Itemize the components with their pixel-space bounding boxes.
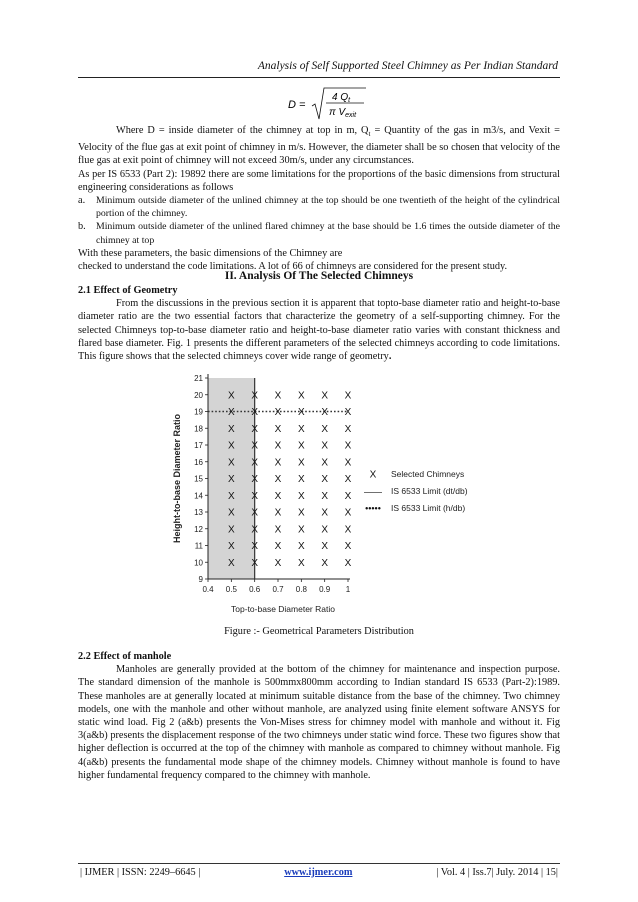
data-point: X xyxy=(344,390,352,402)
data-point: X xyxy=(297,541,305,552)
x-tick-label: 0.7 xyxy=(272,585,284,594)
data-point: X xyxy=(344,474,352,485)
data-point: X xyxy=(274,524,282,536)
data-point: X xyxy=(251,423,259,435)
data-point: X xyxy=(227,524,235,536)
header-rule xyxy=(78,77,560,78)
data-point: X xyxy=(274,457,282,469)
formula-lhs: D = xyxy=(288,99,306,111)
section-title: II. Analysis Of The Selected Chimneys xyxy=(224,270,414,282)
manhole-paragraph: Manholes are generally provided at the bottom of the chimney for maintenance and inspection purpose. The standard dimension of the manhole is 500mmx800mm according to Indian standard IS 6533 (Part-2):1989. These manholes are at generally located at minimum suitable distance from the base of the chimney. Two chimney models, one with the manhole and other without manhole, are analyzed using finite element software ANSYS for static wind load. Fig 2 (a&b) presents the Von-Mises stress for chimney model with manhole and without it. Fig 3(a&b) presents the displacement response of the two chimneys under static wind force. These two figures show that higher deflection is occurred at the top of the chimney with manhole as compared to chimney without manhole. Fig 4(a&b) presents the fundamental mode shape of the chimney models. Chimney without manhole is found to have higher fundamental frequency compared to the chimney with manhole. xyxy=(78,664,560,781)
data-point: X xyxy=(251,490,259,502)
data-point: X xyxy=(251,407,259,418)
data-point: X xyxy=(274,490,282,502)
y-tick-label: 17 xyxy=(194,441,203,450)
data-point: X xyxy=(297,407,305,418)
data-point: X xyxy=(297,440,305,452)
data-point: X xyxy=(321,474,329,485)
with-params-line: With these parameters, the basic dimensions of the Chimney are xyxy=(78,247,343,259)
footer xyxy=(80,867,558,878)
formula-svg xyxy=(288,86,368,122)
data-point: X xyxy=(321,407,329,418)
data-point: X xyxy=(344,423,352,435)
data-point: X xyxy=(321,440,329,452)
data-point: X xyxy=(321,524,329,536)
data-point: X xyxy=(251,474,259,485)
data-point: X xyxy=(321,507,329,519)
data-point: X xyxy=(344,541,352,552)
data-point: X xyxy=(274,423,282,435)
x-tick-label: 1 xyxy=(345,585,351,594)
data-point: X xyxy=(297,490,305,502)
data-point: X xyxy=(297,474,305,485)
list-item-b: b. Minimum outside diameter of the unlined flared chimney at the base should be 1.6 times the outside diameter of the chimney at top xyxy=(78,221,560,246)
data-point: X xyxy=(227,541,235,552)
data-point: X xyxy=(227,407,235,418)
data-point: X xyxy=(297,557,305,569)
footer-rule xyxy=(78,863,560,864)
data-point: X xyxy=(227,440,235,452)
footer-issue: | Vol. 4 | Iss.7| July. 2014 | 15| xyxy=(436,867,558,878)
data-point: X xyxy=(251,541,259,552)
data-point: X xyxy=(274,507,282,519)
x-tick-label: 0.5 xyxy=(225,585,237,594)
y-tick-label: 12 xyxy=(194,524,203,534)
legend-label: IS 6533 Limit (h/db) xyxy=(391,503,466,513)
data-point: X xyxy=(344,440,352,452)
x-axis-label: Top-to-base Diameter Ratio xyxy=(231,604,335,614)
data-point: X xyxy=(274,407,282,418)
diameter-formula xyxy=(288,86,368,125)
subsection-heading-2-1: 2.1 Effect of Geometry xyxy=(78,285,178,296)
data-point: X xyxy=(227,490,235,502)
data-point: X xyxy=(297,457,305,469)
data-point: X xyxy=(321,490,329,502)
y-tick-label: 9 xyxy=(198,575,203,584)
data-point: X xyxy=(274,390,282,402)
data-point: X xyxy=(227,557,235,569)
data-point: X xyxy=(297,423,305,435)
running-header: Analysis of Self Supported Steel Chimney as Per Indian Standard xyxy=(257,60,558,72)
y-tick-label: 10 xyxy=(194,558,203,568)
data-point: X xyxy=(274,541,282,552)
y-tick-label: 13 xyxy=(194,508,203,517)
legend-label: Selected Chimneys xyxy=(391,469,465,479)
intro-block xyxy=(78,124,560,273)
y-axis-label: Height-to-base Diameter Ratio xyxy=(172,413,182,544)
data-point: X xyxy=(274,557,282,569)
data-point: X xyxy=(344,407,352,418)
formula-numerator: 4 $Q_t$ xyxy=(332,92,351,104)
x-tick-label: 0.4 xyxy=(202,585,214,594)
data-point: X xyxy=(251,507,259,519)
data-point: X xyxy=(227,390,235,402)
as-per-paragraph: As per IS 6533 (Part 2): 19892 there are some limitations for the proportions of the basic dimensions from structural engineering considerations as follows xyxy=(78,168,560,193)
data-point: X xyxy=(227,457,235,469)
y-tick-label: 14 xyxy=(194,491,203,501)
data-point: X xyxy=(227,423,235,435)
data-point: X xyxy=(251,457,259,469)
data-point: X xyxy=(321,390,329,402)
data-point: X xyxy=(321,541,329,552)
geometry-paragraph: From the discussions in the previous section it is apparent that topto-base diameter ratio and height-to-base diameter ratio are the two essential factors that characterize the geometry of a self-supporting chimney. For the selected Chimneys top-to-base diameter ratio and height-to-base diameter ratio varies with constant thickness and flared base diameter. Fig. 1 presents the different parameters of the selected chimneys according to code limitations. This figure shows that the selected chimneys cover wide range of geometry. xyxy=(78,298,560,363)
legend-symbol: —— xyxy=(364,486,382,497)
data-point: X xyxy=(251,440,259,452)
data-point: X xyxy=(297,507,305,519)
data-point: X xyxy=(321,457,329,469)
y-tick-label: 16 xyxy=(194,457,203,467)
y-tick-label: 19 xyxy=(194,407,203,417)
footer-url-link[interactable]: www.ijmer.com xyxy=(284,867,353,878)
data-point: X xyxy=(321,423,329,435)
data-point: X xyxy=(344,524,352,536)
section-2-1 xyxy=(78,284,560,363)
data-point: X xyxy=(344,507,352,519)
data-point: X xyxy=(274,474,282,485)
legend-symbol: X xyxy=(369,469,377,481)
legend-label: IS 6533 Limit (dt/db) xyxy=(391,486,468,496)
subsection-heading-2-2: 2.2 Effect of manhole xyxy=(78,651,172,662)
where-paragraph: Where D = inside diameter of the chimney at top in m, $Q_t$ = Quantity of the gas in m3/s, and Vexit = Velocity of the flue gas at exit point of chimney in m/s. However, the diameter shall be so chosen that velocity of the flue gas at exit point of chimney will not exceed 30m/s, under any circumstances. xyxy=(78,125,560,167)
data-point: X xyxy=(344,490,352,502)
legend-symbol: ••••• xyxy=(365,503,381,514)
x-tick-label: 0.8 xyxy=(295,585,307,594)
data-point: X xyxy=(344,557,352,569)
data-point: X xyxy=(227,474,235,485)
geometry-chart xyxy=(170,362,530,624)
data-point: X xyxy=(251,524,259,536)
data-point: X xyxy=(297,524,305,536)
y-tick-label: 11 xyxy=(194,541,203,551)
x-tick-label: 0.9 xyxy=(319,585,331,594)
formula-denominator: π $V_{exit}$ xyxy=(329,107,357,119)
figure-caption: Figure :- Geometrical Parameters Distribution xyxy=(224,626,414,637)
data-point: X xyxy=(321,557,329,569)
section-2-2 xyxy=(78,650,560,782)
y-tick-label: 15 xyxy=(194,474,203,484)
data-point: X xyxy=(251,390,259,402)
data-point: X xyxy=(227,507,235,519)
y-tick-label: 20 xyxy=(194,390,203,400)
y-tick-label: 18 xyxy=(194,424,203,434)
y-tick-label: 21 xyxy=(194,374,203,383)
list-item-a: a. Minimum outside diameter of the unlined chimney at the top should be one twentieth of the height of the cylindrical portion of the chimney. xyxy=(78,195,560,220)
checked-line: checked to understand the code limitations. A lot of 66 of chimneys are considered for the present study. xyxy=(78,261,508,273)
data-point: X xyxy=(274,440,282,452)
x-tick-label: 0.6 xyxy=(249,585,261,594)
data-point: X xyxy=(251,557,259,569)
footer-journal: | IJMER | ISSN: 2249–6645 | xyxy=(80,867,201,878)
data-point: X xyxy=(297,390,305,402)
data-point: X xyxy=(344,457,352,469)
